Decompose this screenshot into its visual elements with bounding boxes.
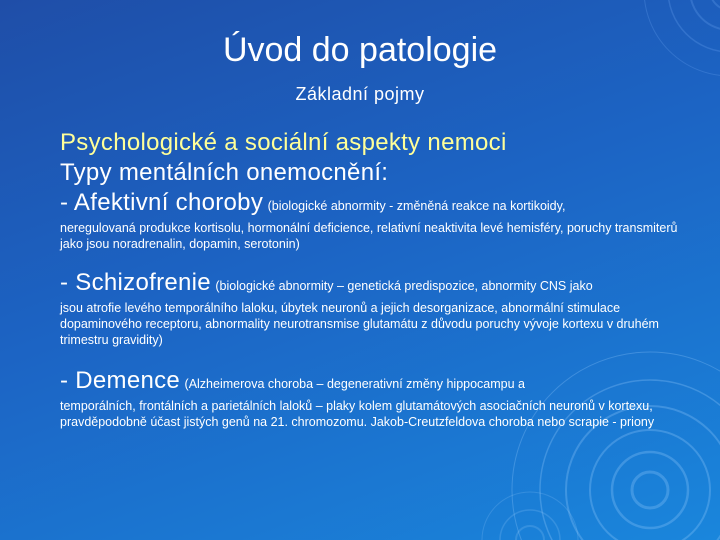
entry-note-start: (biologické abnormity - změněná reakce na kortikoidy, xyxy=(267,199,566,213)
entry-heading: - Schizofrenie xyxy=(60,269,211,296)
entry-note-rest: neregulovaná produkce kortisolu, hormonální deficience, relativní neaktivita levé hemisféry, poruchy transmiterů jako jsou noradrenalin, dopamin, serotonin) xyxy=(60,221,678,251)
intro-line: Typy mentálních onemocnění: xyxy=(60,159,389,186)
slide-body xyxy=(60,128,680,430)
entry-note-start: (biologické abnormity – genetická predispozice, abnormity CNS jako xyxy=(215,279,593,293)
slide-subtitle: Základní pojmy xyxy=(295,84,425,104)
entry-note-start: (Alzheimerova choroba – degenerativní změny hippocampu a xyxy=(184,377,526,391)
entry-heading: - Afektivní choroby xyxy=(60,189,264,216)
entry-demence xyxy=(60,366,680,430)
entry-schizofrenie xyxy=(60,268,680,348)
entry-afektivni-choroby xyxy=(60,188,680,252)
slide-title: Úvod do patologie xyxy=(222,31,498,69)
highlight-line: Psychologické a sociální aspekty nemoci xyxy=(60,129,507,156)
entry-note-rest: temporálních, frontálních a parietálních laloků – plaky kolem glutamátových asociačních neuronů v kortexu, pravděpodobně účast jistých genů na 21. chromozomu. Jakob-Creutzfeldova choroba nebo scrapie - priony xyxy=(60,399,655,429)
entry-heading: - Demence xyxy=(60,367,181,394)
entry-note-rest: jsou atrofie levého temporálního laloku, úbytek neuronů a jejich desorganizace, abnormální stimulace dopaminového receptoru, abnormality neurotransmise glutamátu z důvodu poruchy vývoje kortexu v druhém trimestru gravidity) xyxy=(60,301,659,347)
